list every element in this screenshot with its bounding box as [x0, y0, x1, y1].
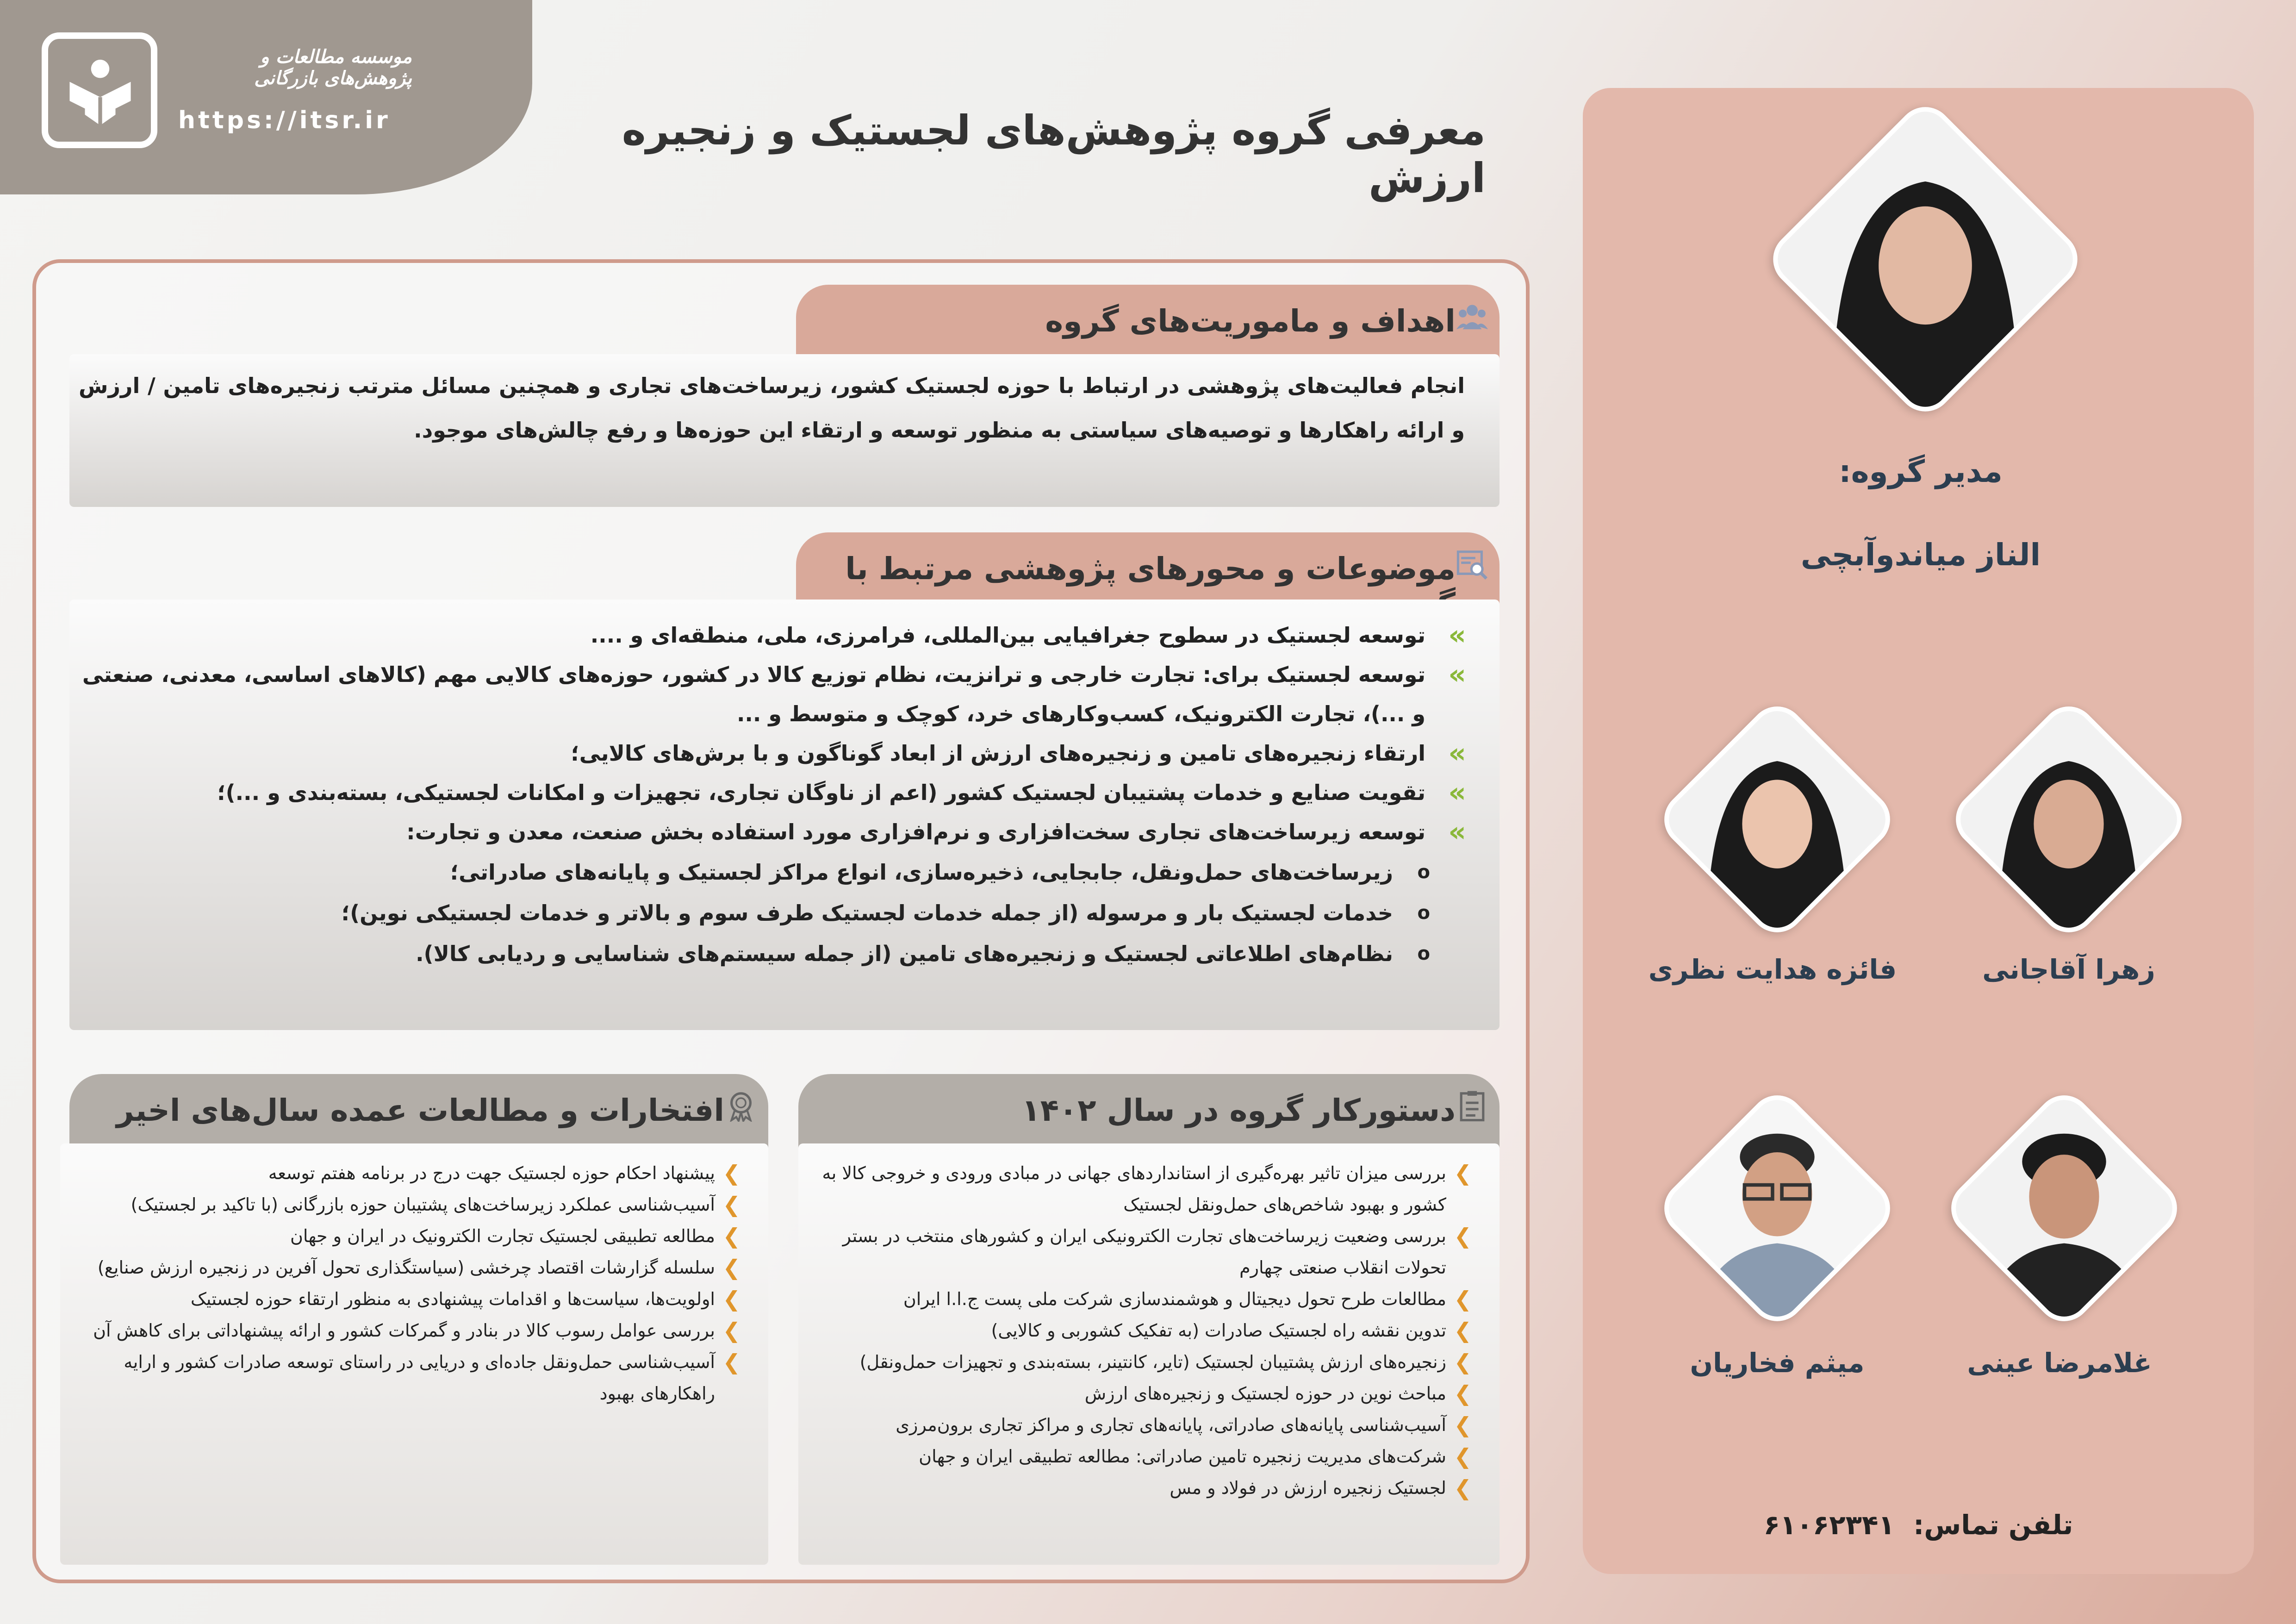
list-item: ❯ پیشنهاد احکام حوزه لجستیک جهت درج در برنامه هفتم توسعه: [69, 1157, 740, 1189]
phone-label: تلفن تماس:: [1913, 1509, 2073, 1541]
manager-photo-frame: [1805, 139, 2036, 370]
topics-heading: موضوعات و محورهای پژوهشی مرتبط با: [845, 551, 1456, 587]
list-item: ❯ زنجیره‌های ارزش پشتیبان لجستیک (تایر، کانتینر، بسته‌بندی و تجهیزات حمل‌ونقل): [808, 1346, 1472, 1378]
agenda-heading: دستورکار گروه در سال ۱۴۰۲: [1021, 1093, 1456, 1128]
arrow-icon: ❯: [722, 1349, 740, 1374]
page-title: معرفی گروه پژوهش‌های لجستیک و زنجیره ارزش: [622, 106, 1486, 202]
honors-heading: افتخارات و مطالعات عمده سال‌های اخیر: [116, 1093, 724, 1128]
list-item: ❯ سلسله گزارشات اقتصاد چرخشی (سیاستگذاری تحول آفرین در زنجیره ارزش صنایع): [69, 1252, 740, 1283]
honors-list: [69, 1157, 740, 1409]
member-name: غلامرضا عینی: [1967, 1347, 2152, 1379]
bullet-icon: o: [1417, 902, 1430, 924]
people-icon: [1456, 301, 1488, 332]
arrow-icon: ❯: [722, 1318, 740, 1343]
list-item: ❯ بررسی وضعیت زیرساخت‌های تجارت الکترونیکی ایران و کشورهای منتخب در بستر تحولات انقلاب صنعتی چهارم: [808, 1220, 1472, 1283]
goals-panel: [69, 354, 1500, 507]
agenda-list: [808, 1157, 1472, 1504]
agenda-section-header: [798, 1074, 1500, 1143]
list-item: ❯ شرکت‌های مدیریت زنجیره تامین صادراتی: مطالعه تطبیقی ایران و جهان: [808, 1441, 1472, 1472]
logo-icon: [62, 55, 138, 131]
list-item: » تقویت صنایع و خدمات پشتیبان لجستیک کشور (اعم از ناوگان تجاری، تجهیزات و امکانات لجستیکی، بسته‌بندی و ...)؛: [79, 773, 1458, 812]
person-photo-icon: [1661, 703, 1894, 936]
list-item: ❯ مطالعه تطبیقی لجستیک تجارت الکترونیک در ایران و جهان: [69, 1220, 740, 1252]
chevron-icon: »: [1448, 737, 1458, 769]
list-item: ❯ آسیب‌شناسی عملکرد زیرساخت‌های پشتیبان حوزه بازرگانی (با تاکید بر لجستیک): [69, 1189, 740, 1220]
member-photo: [1653, 695, 1901, 943]
list-item: ❯ مباحث نوین در حوزه لجستیک و زنجیره‌های ارزش: [808, 1378, 1472, 1409]
member-name: فائزه هدایت نظری: [1648, 954, 1897, 985]
phone-number[interactable]: ۶۱۰۶۲۳۴۱: [1763, 1509, 1895, 1541]
member-photo: [1940, 1084, 2188, 1332]
goals-text: انجام فعالیت‌های پژوهشی در ارتباط با حوزه لجستیک کشور، زیرساخت‌های تجاری و همچنین مسائل مترتب زنجیره‌های تامین / ارزش و ارائه راهکارها و توصیه‌های سیاستی به منظور توسعه و ارتقاء این حوزه‌ها و رفع چالش‌های موجود.: [79, 373, 1465, 443]
chevron-icon: »: [1448, 776, 1458, 809]
member-name: میثم فخاریان: [1690, 1347, 1865, 1379]
topics-list: [79, 616, 1458, 852]
topics-section-header: [796, 532, 1500, 602]
member-photo: [1944, 695, 2193, 943]
manager-name: الناز میاندوآبچی: [1800, 537, 2041, 573]
person-photo-icon: [1952, 703, 2185, 936]
list-item: ❯ آسیب‌شناسی حمل‌ونقل جاده‌ای و دریایی در راستای توسعه صادرات کشور و ارایه راهکارهای بهبود: [69, 1346, 740, 1409]
arrow-icon: ❯: [1454, 1412, 1472, 1437]
person-photo-icon: [1948, 1092, 2181, 1325]
bullet-icon: o: [1417, 943, 1430, 964]
search-document-icon: [1456, 549, 1488, 580]
arrow-icon: ❯: [1454, 1287, 1472, 1312]
arrow-icon: ❯: [722, 1192, 740, 1217]
list-item: » توسعه زیرساخت‌های تجاری سخت‌افزاری و نرم‌افزاری مورد استفاده بخش صنعت، معدن و تجارت:: [79, 812, 1458, 852]
agenda-panel: [798, 1143, 1500, 1565]
arrow-icon: ❯: [1454, 1381, 1472, 1406]
member-photo: [1653, 1084, 1901, 1332]
arrow-icon: ❯: [1454, 1475, 1472, 1500]
chevron-icon: »: [1448, 658, 1458, 691]
goals-section-header: [796, 285, 1500, 354]
arrow-icon: ❯: [1454, 1444, 1472, 1469]
list-item: » توسعه لجستیک برای: تجارت خارجی و ترانزیت، نظام توزیع کالا در کشور، حوزه‌های کالایی مهم (کالاهای اساسی، معدنی، صنعتی و ...)، تجارت الکترونیک، کسب‌وکارهای خرد، کوچک و متوسط و ...: [79, 655, 1458, 734]
logo[interactable]: [42, 32, 157, 148]
arrow-icon: ❯: [722, 1255, 740, 1280]
topics-panel: [69, 600, 1500, 1030]
topics-sublist: [79, 852, 1458, 974]
member-photo-frame: [1948, 1093, 2180, 1324]
contact-phone: [1722, 1509, 2115, 1551]
member-photo-frame: [1953, 704, 2184, 935]
honors-panel: [60, 1143, 768, 1565]
checklist-icon: [1456, 1090, 1488, 1122]
member-photo-frame: [1661, 704, 1893, 935]
arrow-icon: ❯: [1454, 1224, 1472, 1249]
list-item: ❯ تدوین نقشه راه لجستیک صادرات (به تفکیک کشوربی و کالایی): [808, 1315, 1472, 1346]
member-name: زهرا آقاجانی: [1982, 954, 2155, 985]
arrow-icon: ❯: [722, 1224, 740, 1249]
arrow-icon: ❯: [722, 1161, 740, 1186]
arrow-icon: ❯: [1454, 1161, 1472, 1186]
org-url[interactable]: https://itsr.ir: [178, 106, 391, 134]
person-photo-icon: [1770, 104, 2081, 415]
arrow-icon: ❯: [722, 1287, 740, 1312]
chevron-icon: »: [1448, 816, 1458, 848]
honors-section-header: [69, 1074, 768, 1143]
list-item: » توسعه لجستیک در سطوح جغرافیایی بین‌المللی، فرامرزی، ملی، منطقه‌ای و ....: [79, 616, 1458, 655]
list-item: o نظام‌های اطلاعاتی لجستیک و زنجیره‌های تامین (از جمله سیستم‌های شناسایی و ردیابی کالا).: [79, 933, 1458, 974]
award-icon: [725, 1090, 757, 1122]
list-item: o خدمات لجستیک بار و مرسوله (از جمله خدمات لجستیک طرف سوم و بالاتر و خدمات لجستیکی نوین)؛: [79, 893, 1458, 933]
bullet-icon: o: [1417, 862, 1430, 883]
arrow-icon: ❯: [1454, 1318, 1472, 1343]
manager-label: مدیر گروه:: [1839, 454, 2003, 489]
list-item: ❯ آسیب‌شناسی پایانه‌های صادراتی، پایانه‌های تجاری و مراکز تجاری برون‌مرزی: [808, 1409, 1472, 1441]
person-photo-icon: [1661, 1092, 1894, 1325]
list-item: ❯ مطالعات طرح تحول دیجیتال و هوشمندسازی شرکت ملی پست ج.ا.ا ایران: [808, 1283, 1472, 1315]
list-item: ❯ بررسی میزان تاثیر بهره‌گیری از استانداردهای جهانی در مبادی ورودی و خروجی کالا به کشور و بهبود شاخص‌های حمل‌ونقل لجستیک: [808, 1157, 1472, 1220]
member-photo-frame: [1661, 1093, 1893, 1324]
org-name: موسسه مطالعات و پژوهش‌های بازرگانی: [254, 46, 412, 89]
goals-heading: اهداف و ماموریت‌های گروه: [1045, 303, 1456, 339]
arrow-icon: ❯: [1454, 1349, 1472, 1374]
list-item: ❯ لجستیک زنجیره ارزش در فولاد و مس: [808, 1472, 1472, 1504]
list-item: » ارتقاء زنجیره‌های تامین و زنجیره‌های ارزش از ابعاد گوناگون و با برش‌های کالایی؛: [79, 734, 1458, 773]
chevron-icon: »: [1448, 619, 1458, 651]
list-item: ❯ اولویت‌ها، سیاست‌ها و اقدامات پیشنهادی به منظور ارتقاء حوزه لجستیک: [69, 1283, 740, 1315]
list-item: ❯ بررسی عوامل رسوب کالا در بنادر و گمرکات کشور و ارائه پیشنهاداتی برای کاهش آن: [69, 1315, 740, 1346]
list-item: o زیرساخت‌های حمل‌ونقل، جابجایی، ذخیره‌سازی، انواع مراکز لجستیک و پایانه‌های صادراتی؛: [79, 852, 1458, 893]
